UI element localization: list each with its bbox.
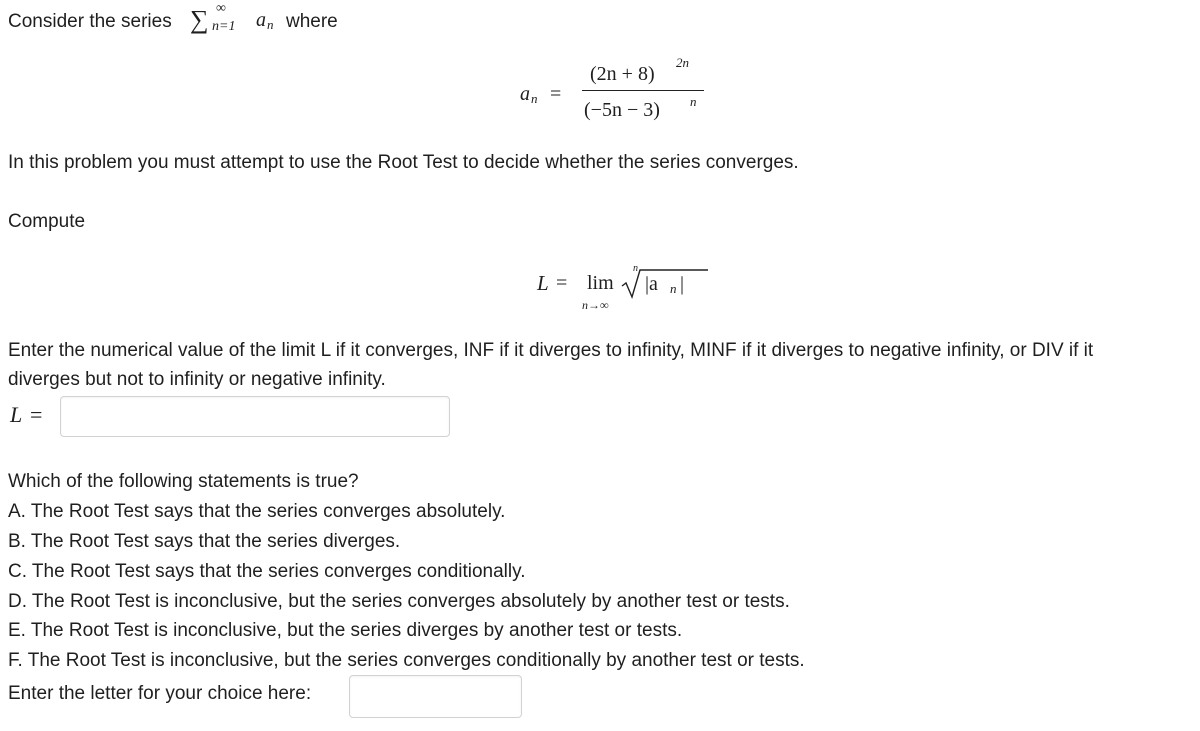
lim-subscript: n→∞ — [582, 298, 609, 312]
an-numerator-exp: 2n — [676, 55, 689, 70]
radical-sign-icon — [620, 266, 710, 302]
radicand-open: |a — [645, 273, 658, 295]
option-a: A. The Root Test says that the series converges absolutely. — [8, 501, 506, 522]
intro-suffix: where — [286, 11, 338, 32]
sigma-symbol: ∑ — [190, 5, 209, 34]
intro-term: a — [256, 9, 266, 31]
option-e: E. The Root Test is inconclusive, but the series diverges by another test or tests. — [8, 620, 683, 641]
radicand-close: | — [680, 273, 685, 295]
an-numerator: (2n + 8) — [590, 63, 655, 85]
question-text: Which of the following statements is true? — [8, 471, 359, 492]
compute-label: Compute — [8, 211, 86, 232]
answer-L-eq: = — [30, 402, 43, 427]
an-denominator-exp: n — [690, 94, 697, 109]
limit-prompt-line1: Enter the numerical value of the limit L if it converges, INF if it diverges to infinity, MINF if it diverges to negative infinity, or DIV if it — [8, 340, 1094, 361]
option-f: F. The Root Test is inconclusive, but the series converges conditionally by another test or tests. — [8, 650, 805, 671]
root-index: n — [633, 263, 638, 274]
option-d: D. The Root Test is inconclusive, but the series converges absolutely by another test or tests. — [8, 591, 790, 612]
an-eq: = — [550, 83, 562, 105]
radicand-sub: n — [670, 281, 677, 296]
fraction-bar — [582, 90, 704, 91]
lim-operator: lim — [587, 272, 614, 294]
intro-line — [8, 7, 172, 37]
limit-answer-input[interactable] — [60, 396, 450, 437]
answer-L-label: L — [10, 402, 23, 427]
sum-lower-limit: n=1 — [212, 19, 236, 34]
instruction-text: In this problem you must attempt to use the Root Test to decide whether the series converges. — [8, 152, 799, 173]
sum-upper-limit: ∞ — [216, 1, 226, 16]
option-c: C. The Root Test says that the series converges conditionally. — [8, 561, 526, 582]
limit-prompt-line2: diverges but not to infinity or negative infinity. — [8, 369, 386, 390]
option-b: B. The Root Test says that the series diverges. — [8, 531, 401, 552]
intro-term-sub: n — [267, 17, 274, 32]
choice-answer-input[interactable] — [349, 675, 522, 718]
choice-label: Enter the letter for your choice here: — [8, 683, 312, 704]
an-lhs-sub: n — [531, 91, 538, 106]
an-denominator: (−5n − 3) — [584, 99, 660, 121]
L-eq: = — [556, 272, 568, 294]
intro-prefix: Consider the series — [8, 11, 172, 32]
L-lhs: L — [537, 271, 549, 295]
an-lhs: a — [520, 83, 530, 105]
